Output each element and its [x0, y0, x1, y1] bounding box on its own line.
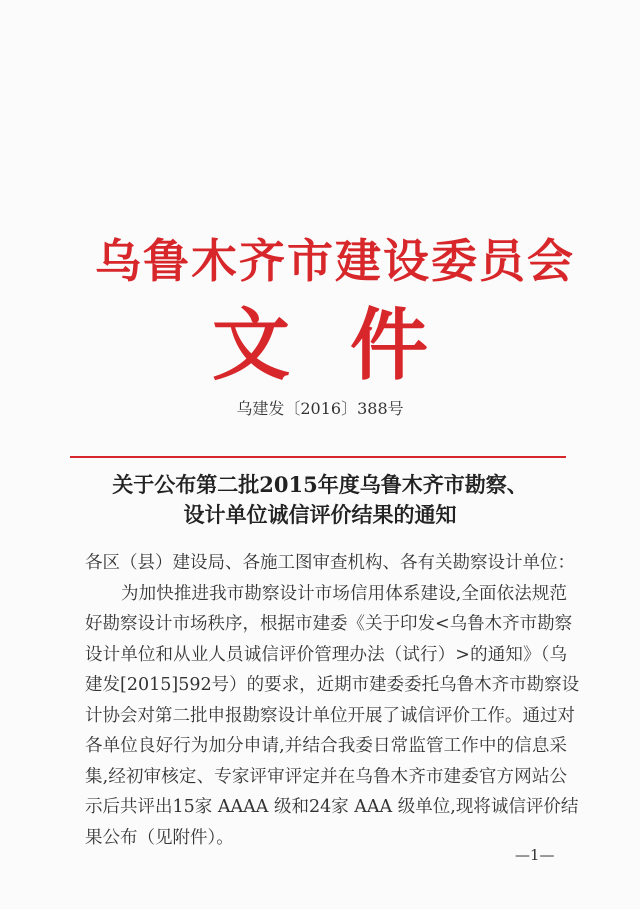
document-number: 乌建发〔2016〕388号 — [236, 399, 404, 418]
title-line-1: 关于公布第二批2015年度乌鲁木齐市勘察、 — [112, 472, 528, 497]
issuer-heading: 乌鲁木齐市建设委员会 — [95, 234, 575, 288]
red-divider — [70, 456, 566, 458]
page-number: —1— — [515, 846, 555, 864]
body-line: 为加快推进我市勘察设计市场信用体系建设,全面依法规范 — [121, 583, 567, 604]
body-line: 设计单位和从业人员诚信评价管理办法（试行）>的通知》（乌 — [85, 644, 567, 665]
salutation: 各区（县）建设局、各施工图审查机构、各有关勘察设计单位： — [85, 553, 575, 573]
body-line: 示后共评出15家 AAAA 级和24家 AAA 级单位,现将诚信评价结 — [85, 797, 579, 817]
body-line: 好勘察设计市场秩序，根据市建委《关于印发<乌鲁木齐市勘察 — [85, 614, 573, 634]
notice-body — [85, 548, 580, 853]
body-line: 计协会对第二批申报勘察设计单位开展了诚信评价工作。通过对 — [85, 705, 575, 726]
body-line: 果公布（见附件）。 — [85, 827, 234, 848]
body-line: 集,经初审核定、专家评审评定并在乌鲁木齐市建委官方网站公 — [85, 766, 567, 787]
body-line: 各单位良好行为加分申请,并结合我委日常监管工作中的信息采 — [85, 736, 567, 756]
notice-title — [0, 470, 640, 530]
body-line: 建发[2015]592号）的要求，近期市建委委托乌鲁木齐市勘察设 — [85, 675, 580, 695]
title-line-2: 设计单位诚信评价结果的通知 — [183, 502, 457, 527]
document-type-heading: 文件 — [211, 300, 488, 391]
